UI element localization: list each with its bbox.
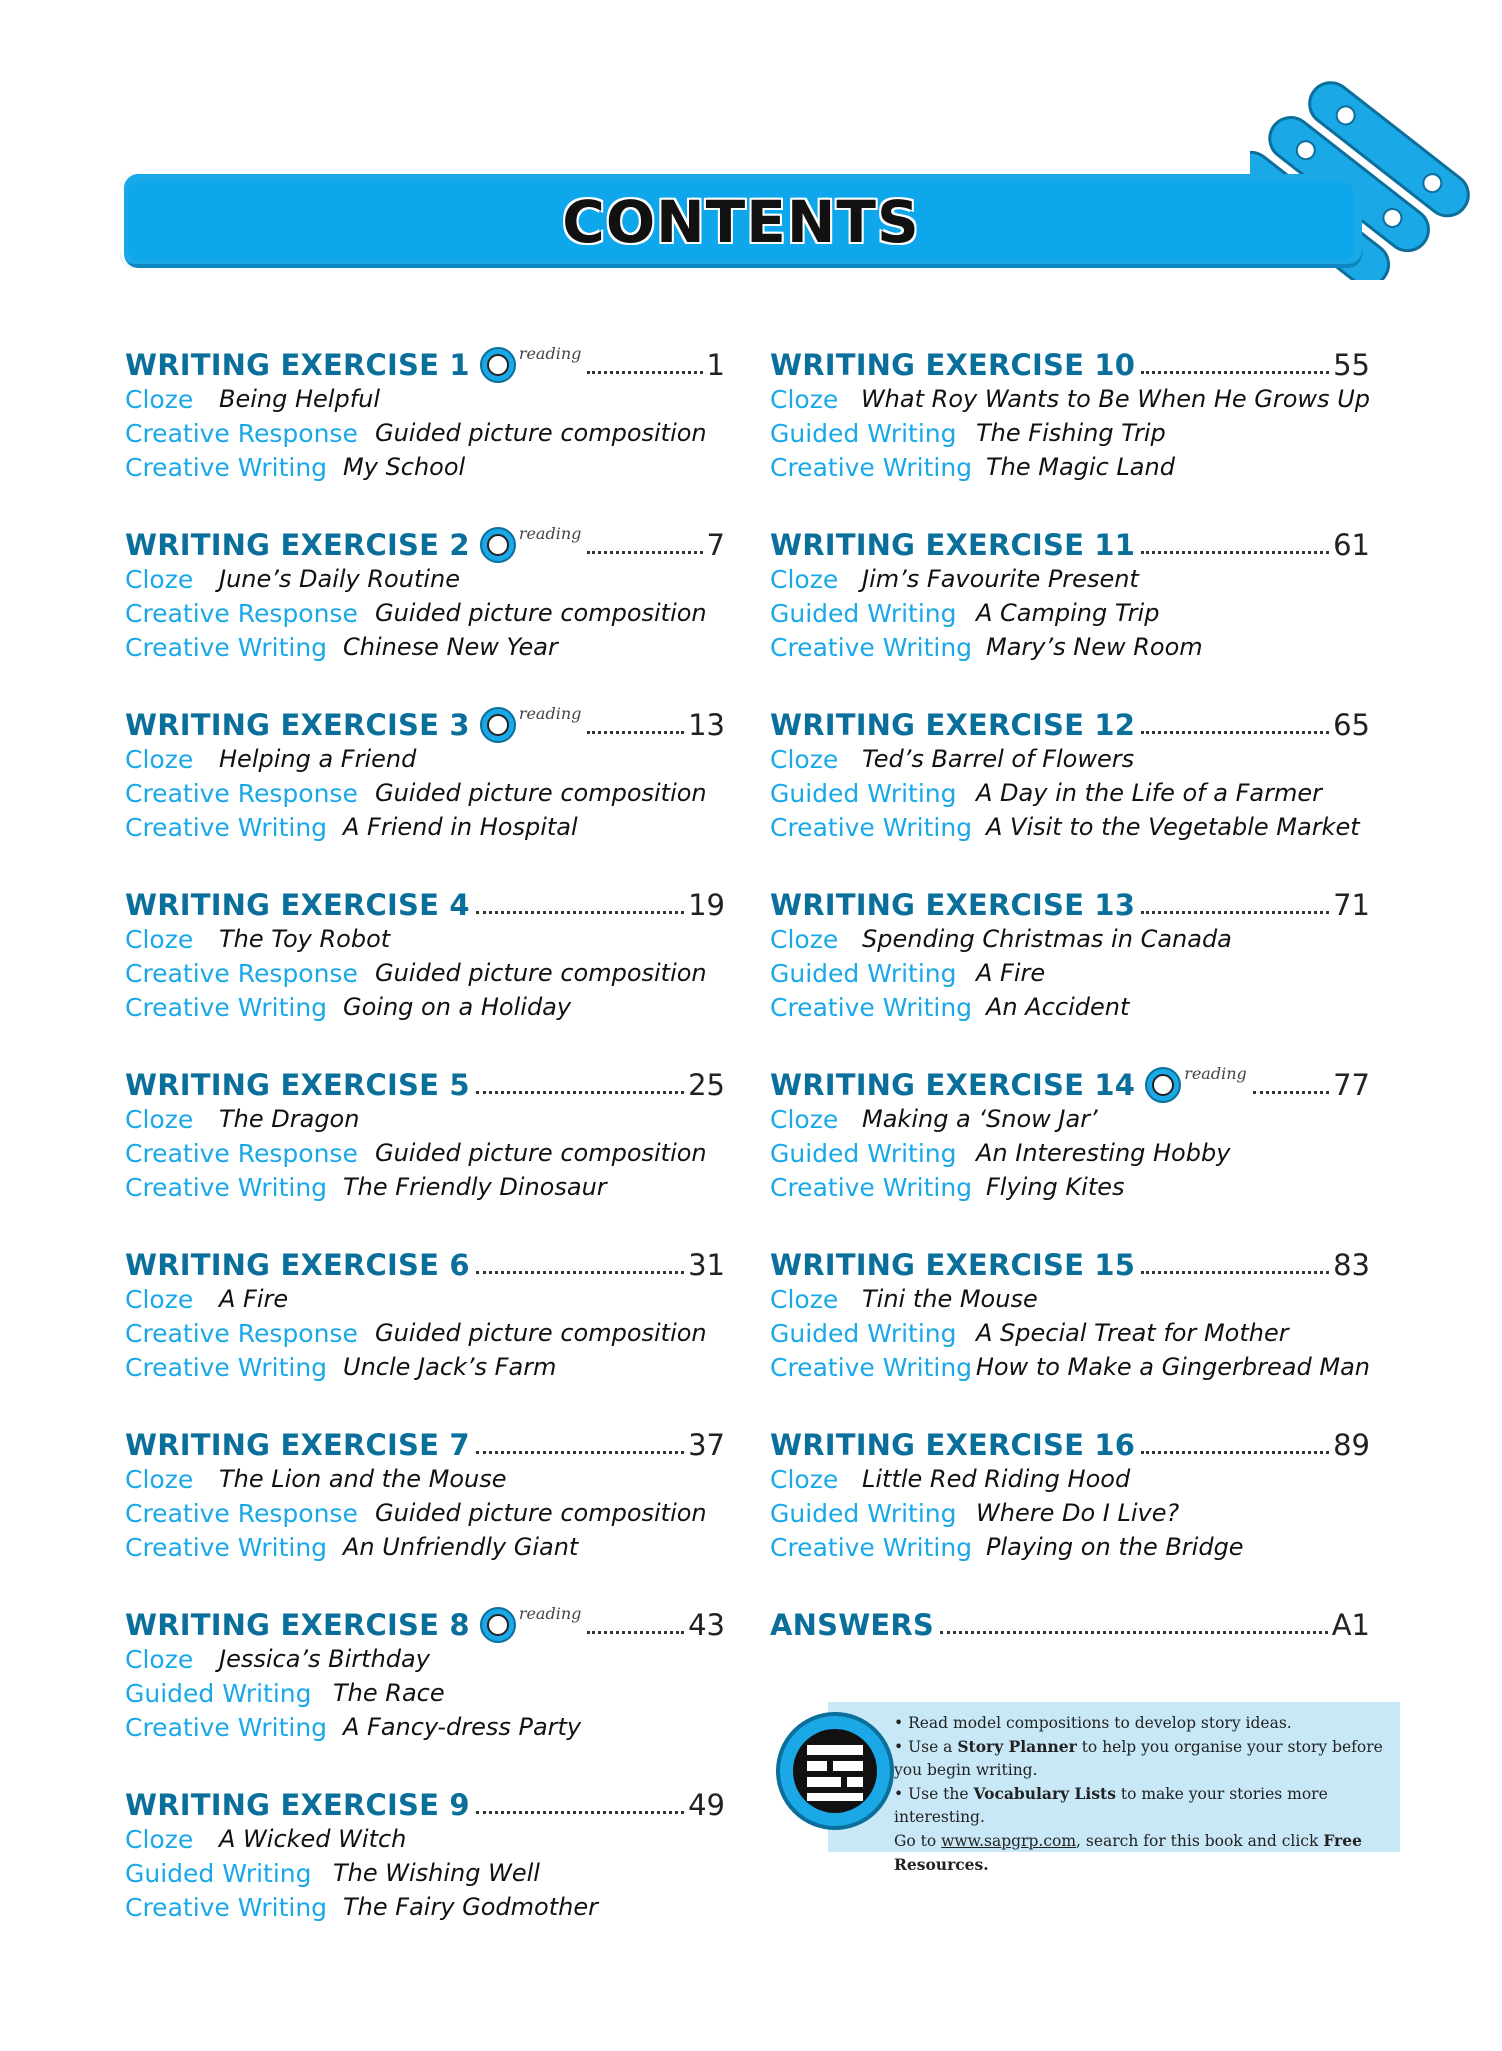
subitem-type: Cloze — [125, 1104, 194, 1134]
toc-entry — [770, 1238, 1370, 1418]
reading-badge-label: reading — [518, 523, 582, 543]
subitem-type: Cloze — [125, 1824, 194, 1854]
toc-subitem — [125, 810, 725, 844]
subitem-type: Creative Writing — [770, 452, 973, 482]
subitem-type: Creative Writing — [770, 812, 973, 842]
subitem-type: Cloze — [125, 564, 194, 594]
toc-subitem — [770, 416, 1370, 450]
subitem-type: Creative Writing — [125, 632, 328, 662]
toc-entry-heading[interactable] — [770, 518, 1370, 562]
subitem-type: Creative Writing — [125, 1172, 328, 1202]
toc-entry-heading[interactable] — [770, 698, 1370, 742]
subitem-title: Ted’s Barrel of Flowers — [862, 745, 1135, 773]
subitem-title: Guided picture composition — [375, 1499, 707, 1527]
toc-subitem — [125, 1282, 725, 1316]
toc-entry — [125, 518, 725, 698]
toc-entry — [770, 1058, 1370, 1238]
info-line-2: • Use a Story Planner to help you organise your story before you begin writing. — [894, 1737, 1383, 1779]
subitem-title: Spending Christmas in Canada — [862, 925, 1232, 953]
toc-subitem — [125, 1136, 725, 1170]
toc-subitem — [770, 1350, 1370, 1384]
subitem-title: The Race — [333, 1679, 445, 1707]
subitem-type: Creative Response — [125, 1138, 358, 1168]
reading-badge-label: reading — [518, 703, 582, 723]
reading-badge-icon — [480, 1603, 582, 1642]
story-book-icon — [776, 1712, 894, 1830]
subitem-title: Guided picture composition — [375, 779, 707, 807]
page-number: 83 — [1333, 1248, 1370, 1282]
subitem-title: The Fishing Trip — [976, 419, 1166, 447]
toc-subitem — [125, 596, 725, 630]
exercise-title: WRITING EXERCISE 12 — [770, 708, 1136, 742]
exercise-title: WRITING EXERCISE 10 — [770, 348, 1136, 382]
subitem-title: Guided picture composition — [375, 1139, 707, 1167]
subitem-title: A Fancy-dress Party — [343, 1713, 582, 1741]
subitem-title: Uncle Jack’s Farm — [343, 1353, 557, 1381]
subitem-title: The Dragon — [219, 1105, 360, 1133]
dot-leader — [587, 551, 702, 554]
subitem-type: Creative Response — [125, 1318, 358, 1348]
toc-entry — [125, 1778, 725, 1958]
subitem-type: Creative Writing — [770, 1352, 973, 1382]
dot-leader — [476, 1091, 684, 1094]
subitem-title: Being Helpful — [219, 385, 381, 413]
toc-entry-heading[interactable] — [770, 338, 1370, 382]
subitem-type: Cloze — [770, 1284, 839, 1314]
reading-badge-label: reading — [518, 1603, 582, 1623]
subitem-type: Creative Writing — [770, 632, 973, 662]
page-number: 7 — [706, 528, 725, 562]
page-number: A1 — [1331, 1608, 1370, 1642]
toc-subitem — [125, 956, 725, 990]
dot-leader — [1141, 1451, 1329, 1454]
page-number: 43 — [688, 1608, 725, 1642]
subitem-title: Chinese New Year — [343, 633, 558, 661]
subitem-type: Cloze — [770, 384, 839, 414]
subitem-title: A Special Treat for Mother — [976, 1319, 1289, 1347]
toc-subitem — [125, 776, 725, 810]
toc-subitem — [125, 990, 725, 1024]
toc-subitem — [125, 1316, 725, 1350]
page-number: 37 — [688, 1428, 725, 1462]
page-title: CONTENTS — [562, 188, 920, 256]
subitem-type: Cloze — [770, 1464, 839, 1494]
toc-subitem — [770, 562, 1370, 596]
toc-entry-heading[interactable] — [125, 1418, 725, 1462]
subitem-title: What Roy Wants to Be When He Grows Up — [860, 385, 1370, 413]
page-number: 89 — [1333, 1428, 1370, 1462]
subitem-title: Jessica’s Birthday — [219, 1645, 430, 1673]
toc-subitem — [125, 1350, 725, 1384]
toc-subitem — [770, 1316, 1370, 1350]
toc-entry-heading[interactable] — [770, 1058, 1370, 1102]
subitem-title: Guided picture composition — [375, 1319, 707, 1347]
toc-subitem — [770, 1170, 1370, 1204]
toc-entry-heading[interactable] — [125, 1778, 725, 1822]
toc-entry — [125, 698, 725, 878]
subitem-type: Creative Writing — [770, 1532, 973, 1562]
toc-subitem — [770, 382, 1370, 416]
toc-entry-heading[interactable] — [770, 878, 1370, 922]
subitem-type: Guided Writing — [770, 778, 957, 808]
toc-entry-heading[interactable] — [770, 1598, 1370, 1642]
toc-entry — [770, 1418, 1370, 1598]
dot-leader — [476, 1271, 684, 1274]
subitem-title: Guided picture composition — [375, 599, 707, 627]
page-number: 31 — [688, 1248, 725, 1282]
toc-entry — [125, 1598, 725, 1778]
exercise-title: WRITING EXERCISE 9 — [125, 1788, 470, 1822]
subitem-type: Cloze — [770, 744, 839, 774]
subitem-type: Cloze — [125, 384, 194, 414]
subitem-title: The Wishing Well — [333, 1859, 540, 1887]
toc-subitem — [770, 1530, 1370, 1564]
exercise-title: WRITING EXERCISE 5 — [125, 1068, 470, 1102]
page-number: 1 — [706, 348, 725, 382]
subitem-type: Guided Writing — [770, 1138, 957, 1168]
dot-leader — [1141, 371, 1329, 374]
toc-subitem — [125, 1710, 725, 1744]
subitem-title: The Friendly Dinosaur — [343, 1173, 607, 1201]
toc-subitem — [125, 1496, 725, 1530]
toc-subitem — [125, 382, 725, 416]
toc-subitem — [770, 776, 1370, 810]
info-line-3: • Use the Vocabulary Lists to make your stories more interesting. — [894, 1784, 1328, 1826]
right-column — [770, 338, 1370, 1778]
subitem-title: My School — [343, 453, 466, 481]
info-line-4: Go to www.sapgrp.com, search for this book and click Free Resources. — [894, 1831, 1362, 1874]
toc-entry — [770, 878, 1370, 1058]
page-number: 71 — [1333, 888, 1370, 922]
left-column — [125, 338, 725, 1958]
page-number: 13 — [688, 708, 725, 742]
dot-leader — [476, 911, 684, 914]
toc-subitem — [770, 1462, 1370, 1496]
subitem-title: Playing on the Bridge — [986, 1533, 1244, 1561]
exercise-title: WRITING EXERCISE 3 — [125, 708, 470, 742]
page-number: 49 — [688, 1788, 725, 1822]
toc-entry-heading[interactable] — [125, 518, 725, 562]
subitem-title: A Wicked Witch — [219, 1825, 407, 1853]
subitem-title: Flying Kites — [986, 1173, 1125, 1201]
subitem-type: Cloze — [125, 1284, 194, 1314]
subitem-type: Cloze — [125, 1644, 194, 1674]
subitem-type: Cloze — [125, 924, 194, 954]
toc-subitem — [125, 1676, 725, 1710]
exercise-title: WRITING EXERCISE 15 — [770, 1248, 1136, 1282]
dot-leader — [1141, 551, 1329, 554]
subitem-title: Making a ‘Snow Jar’ — [862, 1105, 1098, 1133]
subitem-type: Creative Response — [125, 418, 358, 448]
story-book-icon-inner — [793, 1729, 877, 1813]
toc-subitem — [125, 1170, 725, 1204]
page-number: 55 — [1333, 348, 1370, 382]
toc-entry — [125, 338, 725, 518]
subitem-type: Creative Writing — [125, 1892, 328, 1922]
subitem-title: June’s Daily Routine — [219, 565, 461, 593]
toc-entry — [770, 518, 1370, 698]
subitem-type: Cloze — [770, 1104, 839, 1134]
subitem-type: Creative Writing — [125, 1712, 328, 1742]
subitem-title: Going on a Holiday — [343, 993, 572, 1021]
exercise-title: ANSWERS — [770, 1608, 935, 1642]
exercise-title: WRITING EXERCISE 14 — [770, 1068, 1136, 1102]
subitem-type: Creative Writing — [125, 812, 328, 842]
toc-subitem — [125, 562, 725, 596]
subitem-title: Jim’s Favourite Present — [862, 565, 1139, 593]
toc-entry-heading[interactable] — [125, 1058, 725, 1102]
subitem-title: An Interesting Hobby — [976, 1139, 1231, 1167]
subitem-title: A Camping Trip — [976, 599, 1160, 627]
dot-leader — [1141, 911, 1329, 914]
toc-subitem — [125, 1102, 725, 1136]
subitem-type: Cloze — [770, 924, 839, 954]
dot-leader — [587, 731, 684, 734]
toc-subitem — [125, 742, 725, 776]
toc-entry-heading[interactable] — [125, 878, 725, 922]
subitem-title: A Day in the Life of a Farmer — [976, 779, 1322, 807]
toc-subitem — [770, 1136, 1370, 1170]
toc-subitem — [770, 810, 1370, 844]
dot-leader — [476, 1811, 684, 1814]
subitem-title: Mary’s New Room — [986, 633, 1203, 661]
info-line-1: • Read model compositions to develop story ideas. — [894, 1714, 1292, 1732]
exercise-title: WRITING EXERCISE 8 — [125, 1608, 470, 1642]
subitem-type: Creative Writing — [125, 1532, 328, 1562]
subitem-title: The Magic Land — [986, 453, 1175, 481]
exercise-title: WRITING EXERCISE 2 — [125, 528, 470, 562]
toc-subitem — [125, 1890, 725, 1924]
dot-leader — [1141, 731, 1329, 734]
toc-subitem — [770, 630, 1370, 664]
toc-subitem — [125, 1462, 725, 1496]
dot-leader — [587, 371, 702, 374]
subitem-type: Guided Writing — [770, 1498, 957, 1528]
subitem-type: Creative Response — [125, 598, 358, 628]
subitem-type: Guided Writing — [770, 418, 957, 448]
subitem-type: Guided Writing — [125, 1678, 312, 1708]
subitem-type: Creative Writing — [770, 1172, 973, 1202]
exercise-title: WRITING EXERCISE 13 — [770, 888, 1136, 922]
subitem-type: Creative Response — [125, 958, 358, 988]
exercise-title: WRITING EXERCISE 16 — [770, 1428, 1136, 1462]
toc-subitem — [770, 1282, 1370, 1316]
dot-leader — [940, 1631, 1328, 1634]
subitem-title: An Unfriendly Giant — [343, 1533, 579, 1561]
subitem-type: Creative Writing — [770, 992, 973, 1022]
toc-subitem — [770, 1102, 1370, 1136]
toc-entry-heading[interactable] — [770, 1418, 1370, 1462]
toc-subitem — [125, 416, 725, 450]
dot-leader — [1141, 1271, 1329, 1274]
toc-subitem — [125, 1822, 725, 1856]
subitem-type: Guided Writing — [770, 598, 957, 628]
subitem-title: An Accident — [986, 993, 1130, 1021]
toc-subitem — [125, 450, 725, 484]
toc-entry-heading[interactable] — [125, 1598, 725, 1642]
subitem-title: Tini the Mouse — [862, 1285, 1038, 1313]
dot-leader — [1253, 1091, 1329, 1094]
dot-leader — [476, 1451, 684, 1454]
toc-entry-heading[interactable] — [125, 698, 725, 742]
toc-subitem — [770, 596, 1370, 630]
resource-link[interactable]: www.sapgrp.com — [941, 1832, 1077, 1850]
reading-badge-label: reading — [1184, 1063, 1247, 1083]
subitem-type: Cloze — [125, 744, 194, 774]
exercise-title: WRITING EXERCISE 7 — [125, 1428, 470, 1462]
subitem-title: A Fire — [976, 959, 1046, 987]
reading-badge-icon — [1145, 1063, 1247, 1102]
toc-entry — [125, 878, 725, 1058]
toc-entry-heading[interactable] — [125, 1238, 725, 1282]
toc-subitem — [125, 922, 725, 956]
toc-subitem — [770, 742, 1370, 776]
exercise-title: WRITING EXERCISE 1 — [125, 348, 470, 382]
toc-subitem — [770, 956, 1370, 990]
toc-subitem — [770, 450, 1370, 484]
exercise-title: WRITING EXERCISE 4 — [125, 888, 470, 922]
reading-badge-icon — [480, 703, 582, 742]
contents-banner — [120, 174, 1362, 268]
exercise-title: WRITING EXERCISE 6 — [125, 1248, 470, 1282]
toc-entry — [770, 338, 1370, 518]
toc-subitem — [125, 1642, 725, 1676]
subitem-type: Creative Writing — [125, 1352, 328, 1382]
subitem-type: Guided Writing — [125, 1858, 312, 1888]
toc-subitem — [125, 1530, 725, 1564]
page-number: 65 — [1333, 708, 1370, 742]
toc-entry-heading[interactable] — [770, 1238, 1370, 1282]
subitem-title: How to Make a Gingerbread Man — [975, 1353, 1370, 1381]
subitem-title: Where Do I Live? — [976, 1499, 1180, 1527]
toc-subitem — [770, 1496, 1370, 1530]
subitem-title: A Friend in Hospital — [343, 813, 578, 841]
info-text — [894, 1712, 1394, 1877]
page-number: 77 — [1333, 1068, 1370, 1102]
exercise-title: WRITING EXERCISE 11 — [770, 528, 1136, 562]
subitem-title: Guided picture composition — [375, 419, 707, 447]
toc-entry — [125, 1238, 725, 1418]
page-number: 61 — [1333, 528, 1370, 562]
subitem-type: Creative Writing — [125, 992, 328, 1022]
toc-subitem — [125, 630, 725, 664]
page-number: 19 — [688, 888, 725, 922]
subitem-type: Creative Response — [125, 1498, 358, 1528]
subitem-title: The Fairy Godmother — [343, 1893, 598, 1921]
toc-subitem — [125, 1856, 725, 1890]
toc-entry — [125, 1418, 725, 1598]
reading-badge-icon — [480, 343, 582, 382]
subitem-type: Guided Writing — [770, 958, 957, 988]
subitem-type: Cloze — [125, 1464, 194, 1494]
page-number: 25 — [688, 1068, 725, 1102]
subitem-title: Helping a Friend — [219, 745, 417, 773]
dot-leader — [587, 1631, 684, 1634]
subitem-type: Creative Writing — [125, 452, 328, 482]
subitem-title: The Lion and the Mouse — [219, 1465, 507, 1493]
subitem-type: Guided Writing — [770, 1318, 957, 1348]
toc-entry — [125, 1058, 725, 1238]
subitem-title: Little Red Riding Hood — [862, 1465, 1131, 1493]
reading-badge-icon — [480, 523, 582, 562]
subitem-title: The Toy Robot — [219, 925, 391, 953]
subitem-title: Guided picture composition — [375, 959, 707, 987]
reading-badge-label: reading — [518, 343, 582, 363]
subitem-title: A Visit to the Vegetable Market — [986, 813, 1360, 841]
subitem-type: Creative Response — [125, 778, 358, 808]
toc-subitem — [770, 922, 1370, 956]
toc-entry-heading[interactable] — [125, 338, 725, 382]
toc-subitem — [770, 990, 1370, 1024]
subitem-title: A Fire — [219, 1285, 289, 1313]
toc-entry — [770, 698, 1370, 878]
subitem-type: Cloze — [770, 564, 839, 594]
